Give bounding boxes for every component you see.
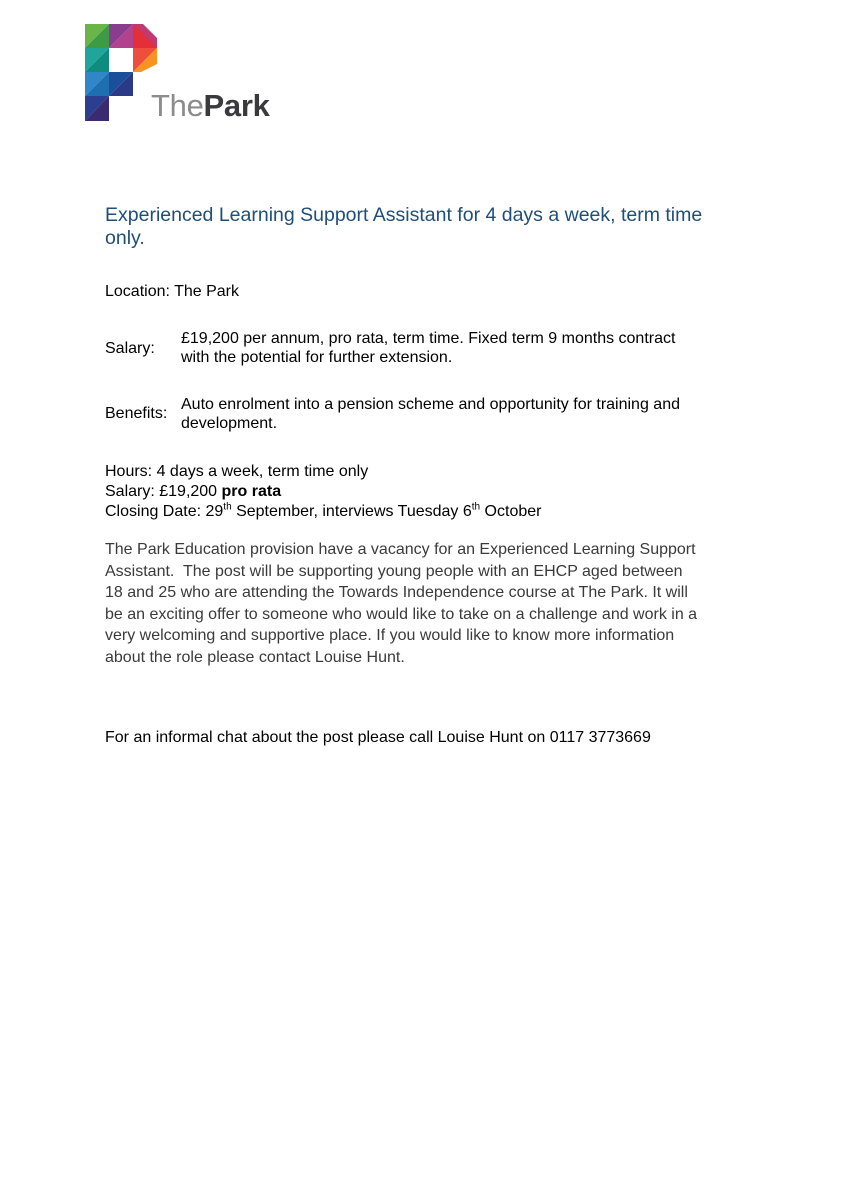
salary-value [181, 329, 751, 367]
salary-label: Salary: [105, 340, 155, 357]
salary-line-bold: pro rata [221, 483, 282, 500]
description-line: about the role please contact Louise Hunt. [105, 648, 405, 666]
the-park-logo [85, 24, 295, 124]
closing-prefix: Closing Date: 29 [105, 503, 224, 520]
description-line: 18 and 25 who are attending the Towards Independence course at The Park. It will [105, 584, 688, 601]
salary-line-prefix: Salary: £19,200 [105, 483, 222, 500]
closing-sup-1: th [223, 501, 232, 513]
salary-value-line1: £19,200 per annum, pro rata, term time. Fixed term 9 months contract [181, 330, 676, 347]
closing-date-line [105, 502, 745, 522]
benefits-value-line1: Auto enrolment into a pension scheme and opportunity for training and [181, 396, 680, 413]
key-info-block [105, 462, 745, 522]
job-description [105, 539, 755, 668]
hours-line: Hours: 4 days a week, term time only [105, 463, 369, 480]
salary-value-line2: with the potential for further extension. [181, 349, 453, 366]
description-line: Assistant. The post will be supporting young people with an EHCP aged between [105, 562, 683, 580]
logo-text-park: Park [203, 88, 270, 123]
location-value: The Park [174, 283, 240, 300]
benefits-value-line2: development. [181, 415, 278, 432]
logo-text-the: The [151, 88, 204, 123]
benefits-value [181, 395, 751, 433]
logo-wordmark [151, 88, 270, 124]
description-line: very welcoming and supportive place. If you would like to know more information [105, 627, 675, 644]
closing-sup-2: th [471, 501, 481, 513]
contact-line: For an informal chat about the post please call Louise Hunt on 0117 3773669 [105, 729, 651, 746]
description-line: be an exciting offer to someone who would like to take on a challenge and work in a [105, 605, 698, 623]
location-row [105, 282, 239, 301]
description-line: The Park Education provision have a vacancy for an Experienced Learning Support [105, 541, 696, 558]
location-label: Location: [105, 283, 170, 300]
closing-suffix: October [480, 503, 542, 520]
job-title: Experienced Learning Support Assistant for 4 days a week, term time only. [105, 204, 703, 249]
salary-line [105, 482, 745, 502]
closing-middle: September, interviews Tuesday 6 [231, 503, 472, 520]
park-p-mark-icon [85, 24, 157, 121]
benefits-label: Benefits: [105, 405, 168, 422]
